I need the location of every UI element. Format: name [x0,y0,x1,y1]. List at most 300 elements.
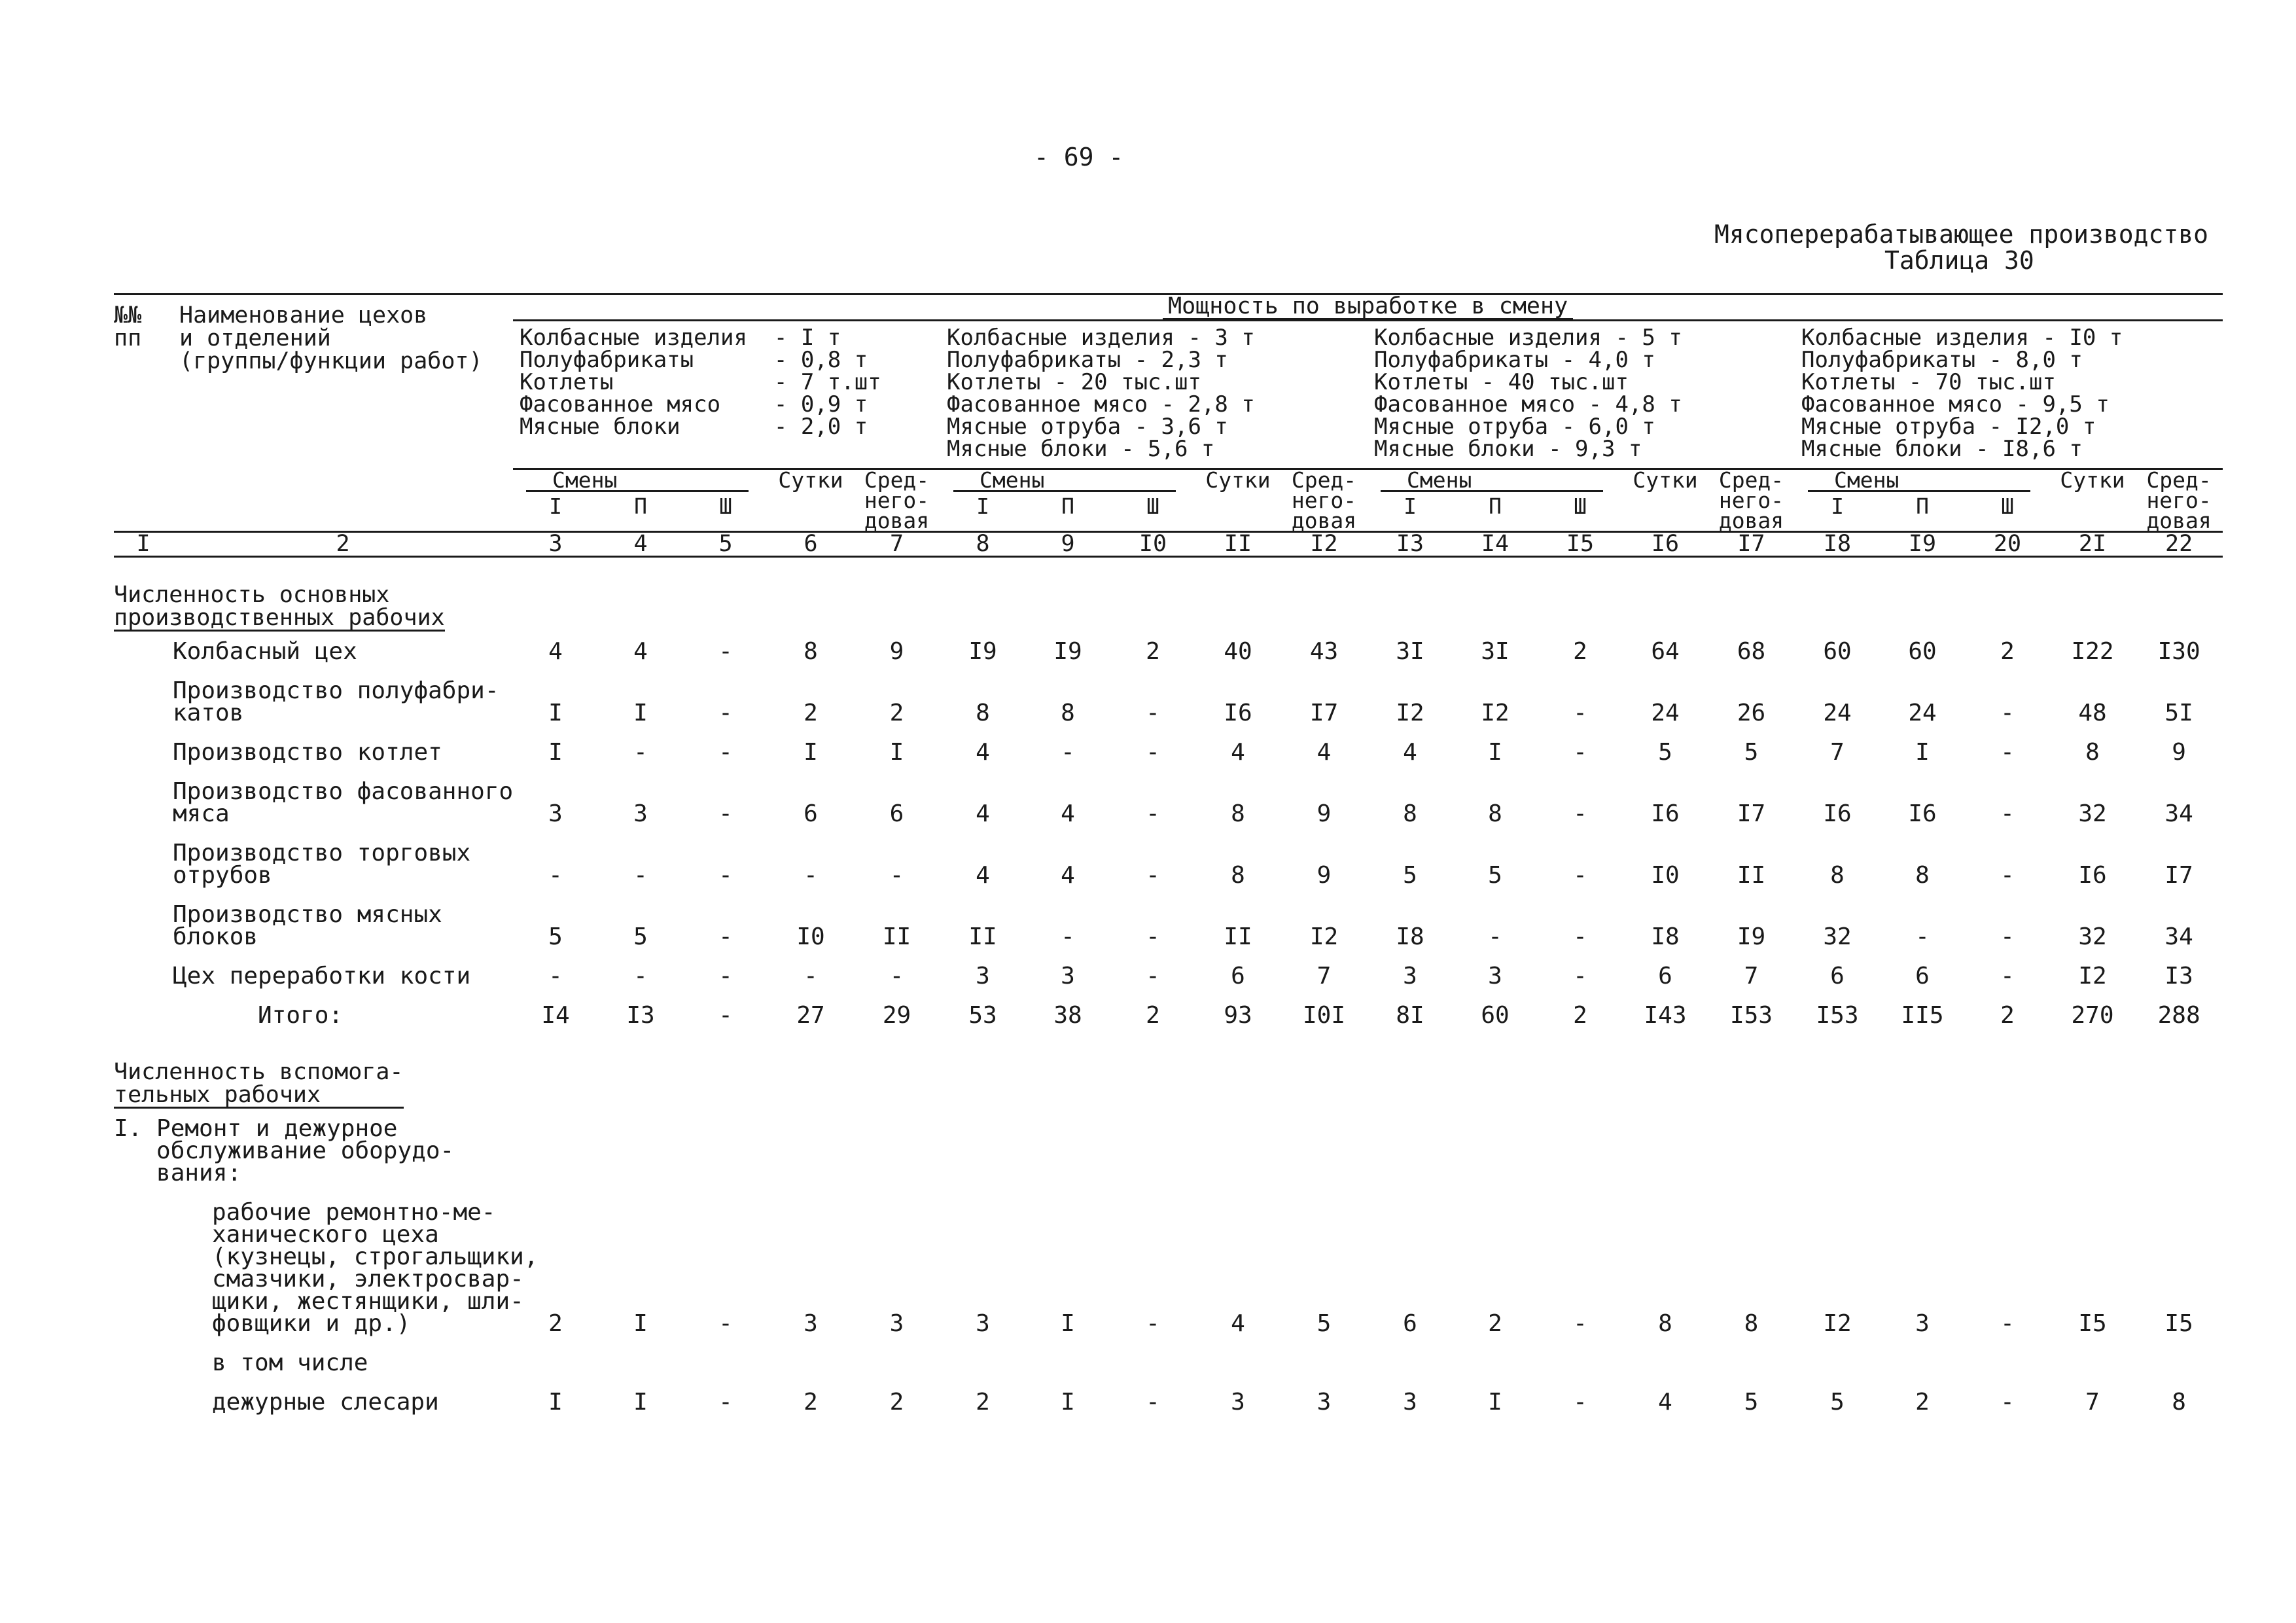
row-spacer [114,956,173,995]
cell-value [1795,1343,1880,1382]
cell-value: - [1573,963,1587,990]
column-number: I7 [1708,532,1795,557]
table-row [114,895,2223,956]
shift-2: П [1916,493,1929,519]
table-row [114,1343,2223,1382]
cell-value: I [548,700,563,726]
cell-value: II [882,923,911,950]
cell-value: - [633,739,648,766]
cell-value: 8 [1744,1310,1759,1337]
cell-value: I2 [1823,1310,1852,1337]
section-aux-title: Численность вспомога- тельных рабочих [114,1059,404,1108]
table-label: Таблица 30 [1884,246,2034,275]
capacity-caption: Мощность по выработке в смену [1163,295,1573,319]
cell-value: 2 [1573,1002,1587,1029]
cell-value: 2 [1146,638,1160,665]
cell-value: 2 [1488,1310,1502,1337]
row-spacer [114,895,173,956]
cell-value: - [1573,1389,1587,1416]
shift-1: I [1404,493,1417,519]
cell-value: 4 [548,638,563,665]
row-name: Производство мясных блоков [173,901,442,950]
cell-value: I22 [2071,638,2114,665]
cell-value: 2 [2000,1002,2015,1029]
cell-value: - [1573,1310,1587,1337]
cell-value: I6 [2078,862,2107,889]
cell-value: 2 [548,1310,563,1337]
column-number-row [114,532,2223,557]
cell-value: 4 [633,638,648,665]
cell-value [768,1343,853,1382]
cell-value: 3 [1403,1389,1417,1416]
row-spacer [114,632,173,671]
column-number: 7 [853,532,940,557]
cell-value: - [1915,923,1930,950]
cell-value [1195,1343,1280,1382]
cell-value: I43 [1644,1002,1687,1029]
cell-value: 8 [2172,1389,2186,1416]
shift-3: Ш [2001,493,2014,519]
cell-value: 3 [976,963,990,990]
row-name: Итого: [258,1002,344,1029]
cell-value [1880,1343,1965,1382]
cell-value: 93 [1224,1002,1252,1029]
cell-value: 8 [1915,862,1930,889]
document-category: Мясоперерабатывающее производство [1714,220,2208,249]
cell-value: - [1573,862,1587,889]
cell-value: - [889,862,904,889]
cell-value: II5 [1901,1002,1944,1029]
cell-value [940,1343,1025,1382]
cell-value: 60 [1908,638,1937,665]
cell-value: 3 [1915,1310,1930,1337]
row-name: в том числе [212,1349,368,1376]
cell-value: - [2000,1310,2015,1337]
section-main-title: Численность основных производственных рабочих [114,582,445,631]
cell-value: - [718,1002,733,1029]
cell-value: I0 [1651,862,1680,889]
cell-value: - [2000,862,2015,889]
cell-value: I30 [2157,638,2200,665]
table-row [114,732,2223,772]
cell-value: 8 [804,638,818,665]
cell-value: 3 [804,1310,818,1337]
cell-value [2050,1343,2135,1382]
cell-value: 3 [1231,1389,1245,1416]
cell-value: 40 [1224,638,1252,665]
shift-3: Ш [1146,493,1159,519]
cell-value: 27 [796,1002,825,1029]
capacity-block-2: Колбасные изделия - 3 т Полуфабрикаты - 2,3 т Котлеты - 20 тыс.шт Фасованное мясо - 2,8 т Мясные отруба - 3,6 т Мясные блоки - 5,6 т [940,321,1368,469]
cell-value: - [1146,923,1160,950]
cell-value: - [718,862,733,889]
row-spacer [114,1192,173,1343]
cell-value: 60 [1481,1002,1510,1029]
shifts-label: Смены [526,470,749,492]
cell-value: I6 [1651,800,1680,827]
cell-value [1538,1343,1623,1382]
staffing-table [114,293,2223,1421]
cell-value: - [633,862,648,889]
cell-value: - [718,638,733,665]
cell-value: 2 [976,1389,990,1416]
cell-value [513,1343,598,1382]
cell-value: - [548,862,563,889]
row-name: Цех переработки кости [173,963,471,990]
section-main-row [114,557,2223,632]
cell-value: I [1061,1310,1075,1337]
column-number: I3 [1368,532,1453,557]
cell-value: 8 [1658,1310,1672,1337]
cell-value [683,1343,768,1382]
column-number: 6 [768,532,853,557]
cell-value: I [633,1389,648,1416]
cell-value: 270 [2071,1002,2114,1029]
cell-value: 3 [1316,1389,1332,1416]
cell-value: 5 [1744,739,1759,766]
cell-value: I [1915,739,1930,766]
cell-value: - [718,739,733,766]
row-name: дежурные слесари [212,1389,439,1416]
row-name: Колбасный цех [173,638,357,665]
cell-value: 4 [1658,1389,1672,1416]
cell-value: 5 [548,923,563,950]
cell-value: 60 [1823,638,1852,665]
table-row [114,1192,2223,1343]
capacity-block-4: Колбасные изделия - I0 т Полуфабрикаты - 8,0 т Котлеты - 70 тыс.шт Фасованное мясо - 9,5 т Мясные отруба - I2,0 т Мясные блоки - I8,6 т [1795,321,2223,469]
cell-value: - [1488,923,1502,950]
cell-value: 5 [1316,1310,1332,1337]
cell-value: - [718,700,733,726]
cell-value [1453,1343,1538,1382]
cell-value: II [968,923,997,950]
cell-value: 4 [1231,1310,1245,1337]
cell-value: 2 [1146,1002,1160,1029]
cell-value: 34 [2164,923,2193,950]
capacity-block-1: Колбасные изделия - I т Полуфабрикаты - 0,8 т Котлеты - 7 т.шт Фасованное мясо - 0,9 т Мясные блоки - 2,0 т [513,321,940,469]
cell-value: 3I [1481,638,1510,665]
cell-value: 8 [1231,862,1245,889]
cell-value: 8 [1830,862,1845,889]
cell-value: 64 [1651,638,1680,665]
cell-value: 8 [976,700,990,726]
avg-label: Сред- него- довая [1718,467,1784,533]
table-row [114,833,2223,895]
row-spacer [114,671,173,732]
cell-value: 6 [1658,963,1672,990]
cell-value: - [1146,1389,1160,1416]
shift-header-row [114,469,2223,532]
cell-value: 3 [976,1310,990,1337]
cell-value: I3 [2164,963,2193,990]
column-number: I8 [1795,532,1880,557]
cell-value: 5 [633,923,648,950]
cell-value: 7 [1744,963,1759,990]
cell-value: - [1573,739,1587,766]
cell-value: 9 [1316,800,1332,827]
cell-value: I [548,739,563,766]
cell-value: - [804,862,818,889]
cell-value: 4 [976,862,990,889]
page-number: - 69 - [1034,143,1124,171]
avg-label: Сред- него- довая [2146,467,2212,533]
cell-value: I7 [2164,862,2193,889]
cell-value: - [1061,739,1075,766]
cell-value: - [804,963,818,990]
day-label: Сутки [778,467,843,493]
shifts-label: Смены [953,470,1176,492]
cell-value: - [633,963,648,990]
cell-value: - [1146,1310,1160,1337]
cell-value: - [1573,800,1587,827]
cell-value: 9 [2172,739,2186,766]
cell-value: I0 [796,923,825,950]
cell-value: 2 [804,700,818,726]
cell-value: 9 [889,638,904,665]
cell-value: 5 [1830,1389,1845,1416]
cell-value: I9 [968,638,997,665]
cell-value: - [1146,963,1160,990]
cell-value: 5 [1744,1389,1759,1416]
shift-2: П [1061,493,1074,519]
cell-value: 4 [1231,739,1245,766]
table-row [114,995,2223,1035]
cell-value: 43 [1309,638,1339,665]
row-spacer [114,833,173,895]
cell-value: I6 [1908,800,1937,827]
row-name: Производство фасованного мяса [173,778,514,827]
cell-value: I4 [541,1002,570,1029]
cell-value: 8 [1488,800,1502,827]
cell-value: 7 [2085,1389,2100,1416]
cell-value: I7 [1309,700,1339,726]
table-row [114,632,2223,671]
column-number: I4 [1453,532,1538,557]
cell-value: I [1488,739,1502,766]
cell-value: 6 [804,800,818,827]
cell-value: 4 [1403,739,1417,766]
row-name: Производство торговых отрубов [173,840,471,889]
row-spacer [114,995,173,1035]
cell-value: 32 [2078,923,2107,950]
cell-value: - [2000,739,2015,766]
cell-value: 5 [1488,862,1502,889]
cell-value: - [1146,800,1160,827]
cell-value: 2 [889,1389,904,1416]
cell-value: 288 [2157,1002,2200,1029]
cell-value: 2 [1573,638,1587,665]
name-column-header: Наименование цехов и отделений (группы/функции работ) [173,294,513,469]
day-label: Сутки [2060,467,2125,493]
day-label: Сутки [1633,467,1698,493]
cell-value: 8 [1231,800,1245,827]
table-row [114,956,2223,995]
cell-value: - [889,963,904,990]
aux-group-row [114,1109,2223,1192]
cell-value: II [1224,923,1252,950]
column-number: 8 [940,532,1025,557]
row-name: рабочие ремонтно-ме- ханического цеха (кузнецы, строгальщики, смазчики, электросвар- щики, жестянщики, шли- фовщики и др.) [212,1199,539,1337]
shift-2: П [1489,493,1502,519]
column-number: II [1195,532,1280,557]
cell-value: 4 [976,800,990,827]
cell-value: I [633,700,648,726]
cell-value: I [1061,1389,1075,1416]
avg-label: Сред- него- довая [864,467,930,533]
day-label: Сутки [1205,467,1271,493]
cell-value: I9 [1737,923,1766,950]
cell-value: I [1488,1389,1502,1416]
aux-workers-rows [114,1192,2223,1421]
cell-value [1110,1343,1195,1382]
cell-value: - [1573,700,1587,726]
cell-value: - [718,800,733,827]
cell-value: 2 [1915,1389,1930,1416]
cell-value: I6 [1823,800,1852,827]
cell-value: 7 [1316,963,1332,990]
total-row [114,995,2223,1035]
cell-value: - [1146,700,1160,726]
cell-value: - [2000,963,2015,990]
cell-value: 32 [2078,800,2107,827]
cell-value: 26 [1737,700,1766,726]
cell-value: I53 [1816,1002,1859,1029]
cell-value: 2 [889,700,904,726]
aux-group-title: I. Ремонт и дежурное обслуживание оборудо- вания: [114,1115,455,1186]
column-number: 2 [173,532,513,557]
cell-value: - [718,963,733,990]
cell-value: 8 [1061,700,1075,726]
cell-value: 24 [1651,700,1680,726]
number-column-header: №№ пп [114,294,173,469]
row-name: Производство полуфабри- катов [173,677,499,726]
cell-value: 3 [548,800,563,827]
avg-label: Сред- него- довая [1291,467,1357,533]
cell-value: 38 [1053,1002,1082,1029]
table-row [114,772,2223,833]
column-number: I6 [1623,532,1708,557]
cell-value: I0I [1302,1002,1346,1029]
cell-value: 8 [1403,800,1417,827]
shift-2: П [634,493,647,519]
cell-value: 2 [804,1389,818,1416]
row-spacer [114,732,173,772]
table-row [114,671,2223,732]
cell-value: I [804,739,818,766]
cell-value: 3I [1396,638,1424,665]
cell-value: - [718,923,733,950]
cell-value: I5 [2164,1310,2193,1337]
cell-value: I2 [2078,963,2107,990]
column-number: I0 [1110,532,1195,557]
cell-value [1708,1343,1795,1382]
cell-value: I7 [1737,800,1766,827]
cell-value [1280,1343,1368,1382]
cell-value: I5 [2078,1310,2107,1337]
cell-value: 6 [1915,963,1930,990]
cell-value: I8 [1396,923,1424,950]
cell-value [1368,1343,1453,1382]
cell-value: 68 [1737,638,1766,665]
cell-value: 3 [1061,963,1075,990]
table-row [114,1382,2223,1421]
cell-value: 4 [1061,862,1075,889]
capacity-caption-row [114,294,2223,321]
cell-value: 8I [1396,1002,1424,1029]
cell-value: I [889,739,904,766]
cell-value: - [1573,923,1587,950]
cell-value [2135,1343,2223,1382]
cell-value: I [548,1389,563,1416]
cell-value [853,1343,940,1382]
cell-value: - [2000,800,2015,827]
cell-value: - [2000,700,2015,726]
shift-3: Ш [719,493,732,519]
cell-value: I2 [1396,700,1424,726]
cell-value: 29 [882,1002,911,1029]
cell-value: 6 [889,800,904,827]
cell-value: 24 [1908,700,1937,726]
cell-value: 3 [1488,963,1502,990]
cell-value: 34 [2164,800,2193,827]
row-spacer [114,1382,173,1421]
cell-value: I2 [1309,923,1339,950]
column-number: 20 [1965,532,2050,557]
row-spacer [114,1343,173,1382]
shifts-label: Смены [1381,470,1603,492]
cell-value: 53 [968,1002,997,1029]
column-number: I [114,532,173,557]
cell-value: 48 [2078,700,2107,726]
shift-1: I [1831,493,1844,519]
cell-value: 2 [2000,638,2015,665]
cell-value: - [718,1389,733,1416]
cell-value: - [2000,1389,2015,1416]
cell-value [1025,1343,1110,1382]
cell-value: 6 [1231,963,1245,990]
shift-1: I [549,493,562,519]
cell-value: I9 [1053,638,1082,665]
column-number: 4 [598,532,683,557]
cell-value: II [1737,862,1766,889]
column-number: I2 [1280,532,1368,557]
row-spacer [114,772,173,833]
cell-value: 24 [1823,700,1852,726]
cell-value: - [548,963,563,990]
column-number: 9 [1025,532,1110,557]
column-number: 3 [513,532,598,557]
cell-value [1965,1343,2050,1382]
cell-value: 4 [1316,739,1332,766]
section-aux-row [114,1035,2223,1109]
cell-value: 8 [2085,739,2100,766]
cell-value: 3 [889,1310,904,1337]
cell-value: - [1061,923,1075,950]
cell-value: - [1146,739,1160,766]
capacity-block-3: Колбасные изделия - 5 т Полуфабрикаты - 4,0 т Котлеты - 40 тыс.шт Фасованное мясо - 4,8 т Мясные отруба - 6,0 т Мясные блоки - 9,3 т [1368,321,1795,469]
shifts-label: Смены [1808,470,2030,492]
cell-value: 3 [1403,963,1417,990]
column-number: I9 [1880,532,1965,557]
cell-value: 4 [1061,800,1075,827]
column-number: I5 [1538,532,1623,557]
cell-value: I2 [1481,700,1510,726]
cell-value: I53 [1729,1002,1773,1029]
cell-value: 32 [1823,923,1852,950]
cell-value: 6 [1403,1310,1417,1337]
cell-value: 5I [2164,700,2193,726]
column-number: 2I [2050,532,2135,557]
